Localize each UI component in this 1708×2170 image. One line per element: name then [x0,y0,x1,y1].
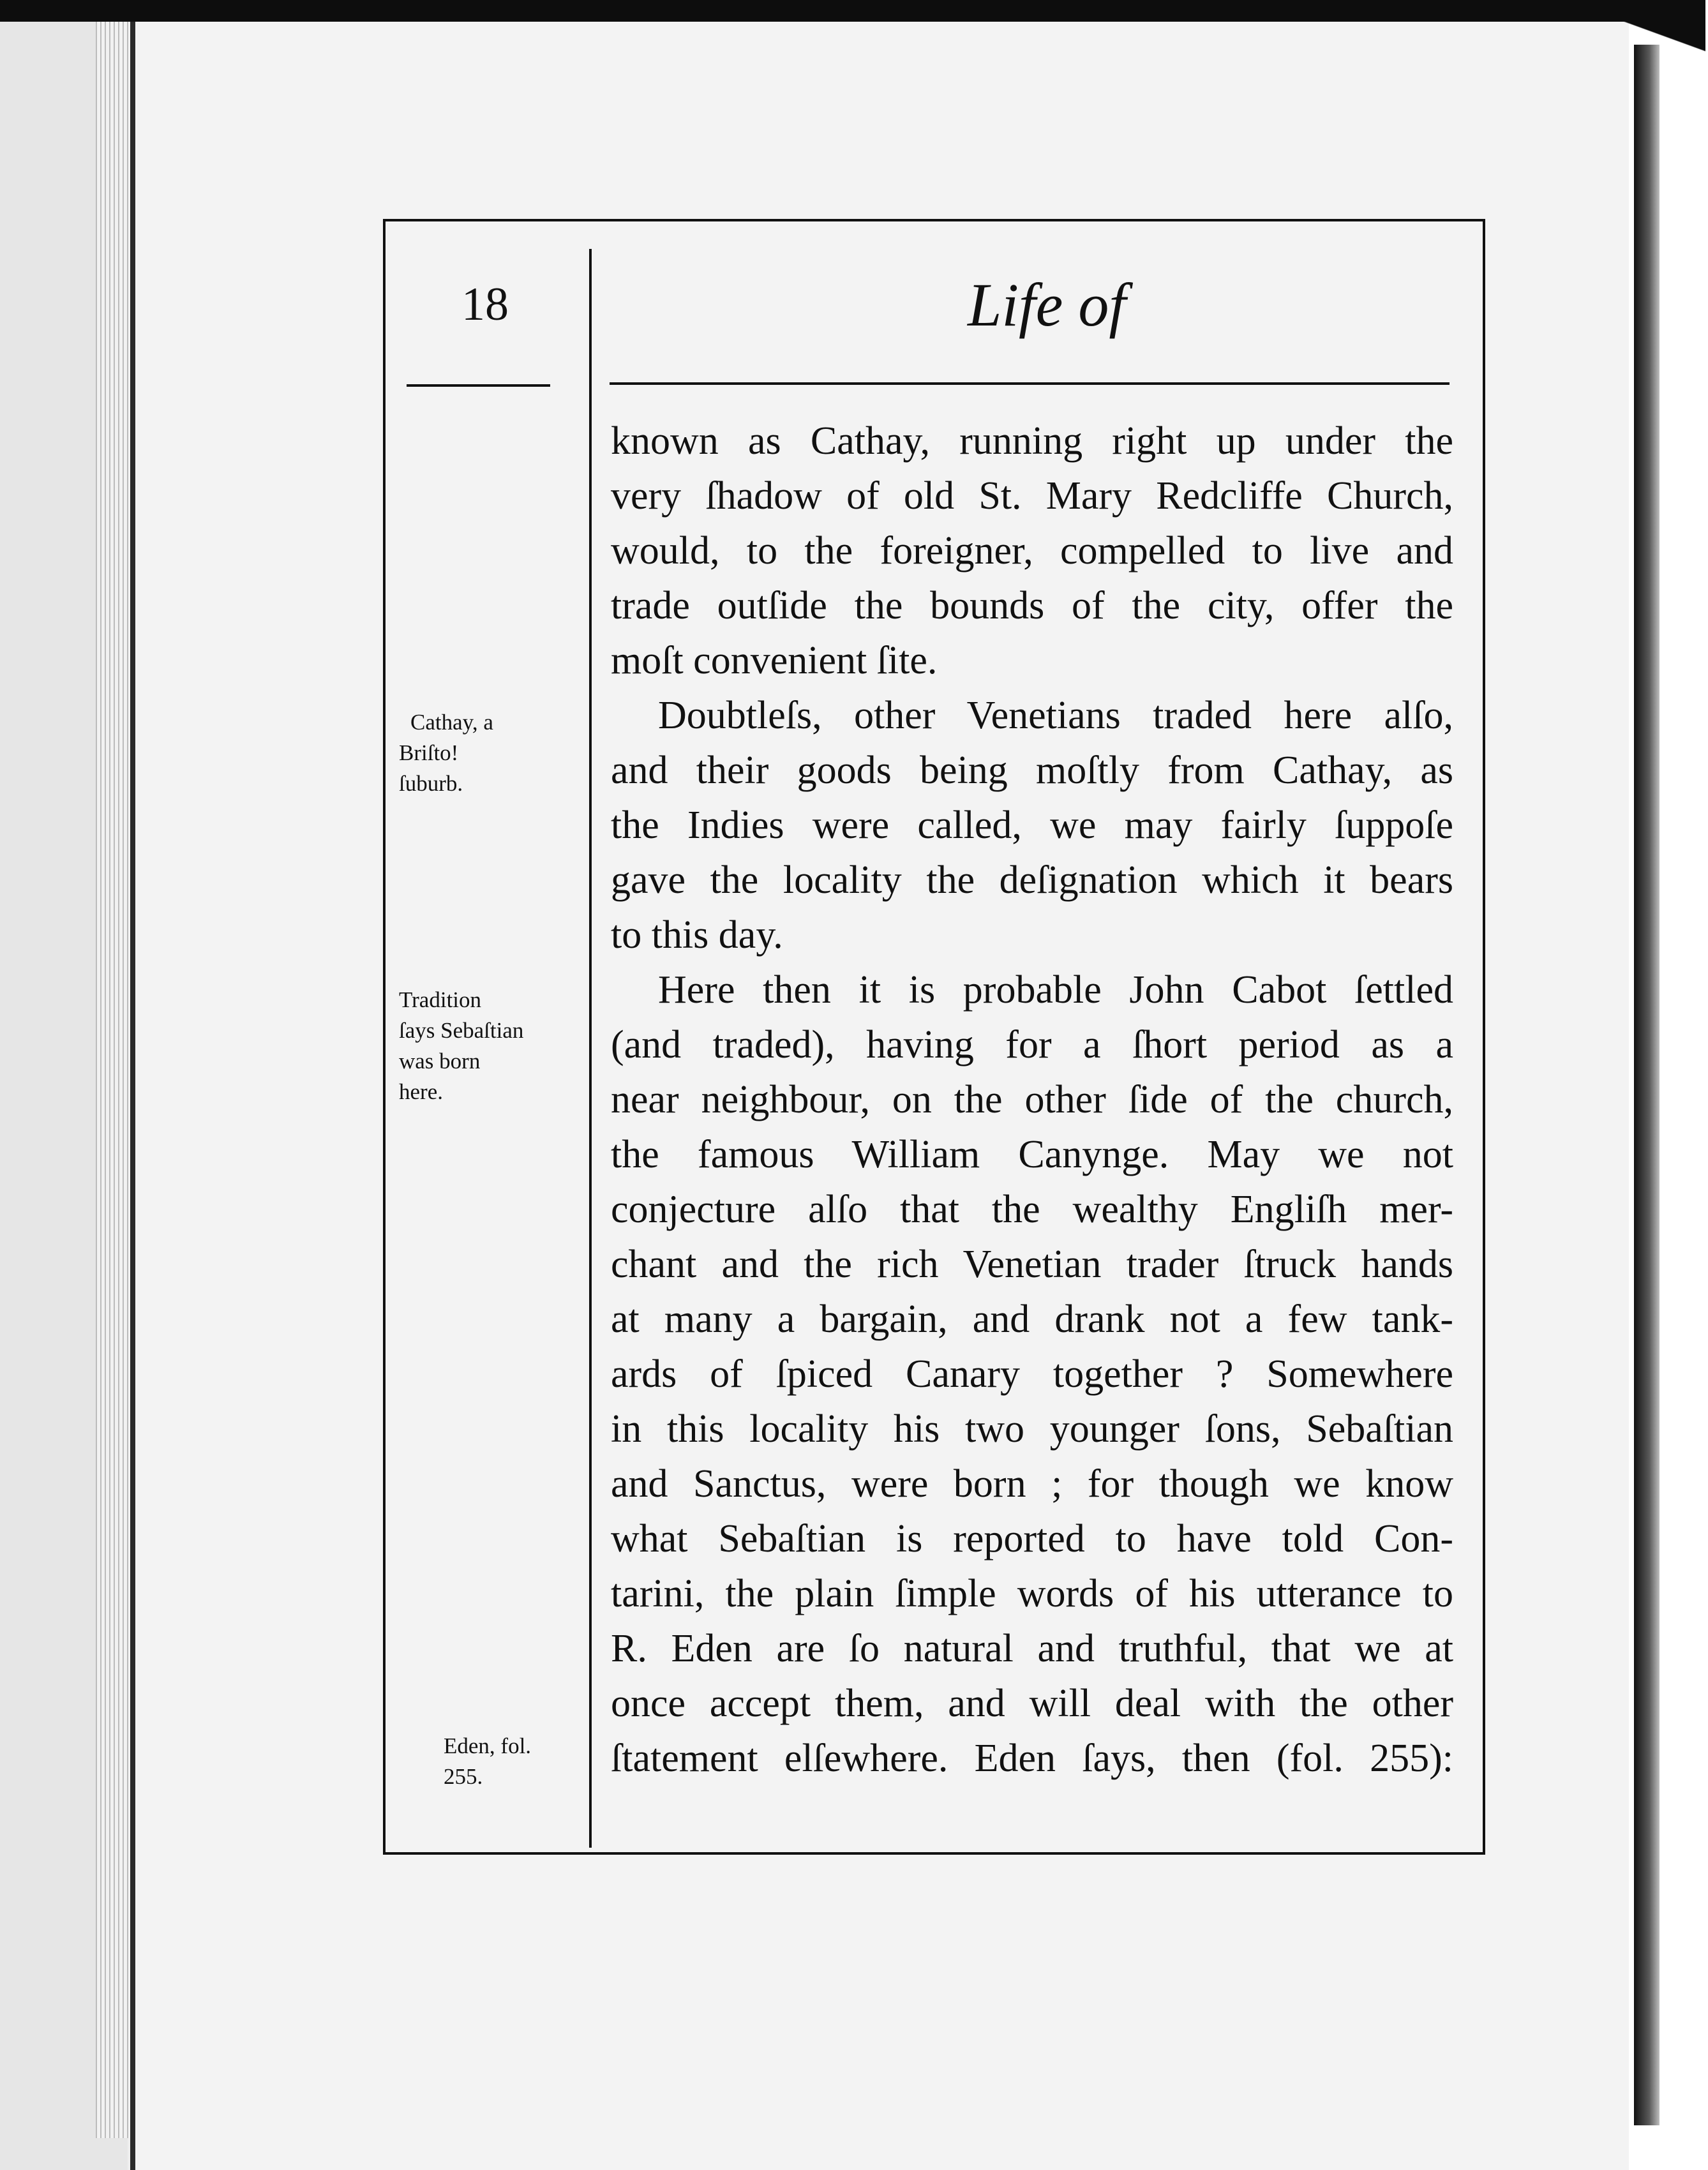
body-line: known as Cathay, running right up under the [611,419,1453,463]
book-spine-edge [130,0,135,2170]
margin-note-eden [399,1731,558,1792]
margin-note-line: Tradition [399,987,482,1012]
margin-note-line: Briſto! [399,740,459,765]
margin-note-line: ſuburb. [399,771,463,796]
body-line: the famous William Canynge. May we not [611,1133,1453,1176]
body-line: would, to the foreigner, compelled to live and [611,529,1453,572]
body-line: once accept them, and will deal with the other [611,1682,1453,1725]
body-line: ſtatement elſewhere. Eden ſays, then (fol. 255): [611,1737,1453,1780]
body-line: at many a bargain, and drank not a few tank- [611,1298,1453,1341]
margin-note-tradition [399,985,558,1107]
body-line: chant and the rich Venetian trader ſtruck hands [611,1243,1453,1286]
margin-note-line: Eden, fol. [444,1733,532,1758]
body-line: Here then it is probable John Cabot ſettled [658,968,1453,1012]
margin-note-line: was born [399,1049,481,1074]
body-line: gave the locality the deſignation which it bears [611,858,1453,902]
running-head: Life of [967,271,1126,339]
header-rule-left [407,384,550,387]
margin-divider-rule [589,249,592,1848]
scan-left-border [0,0,128,2170]
body-line: and Sanctus, were born ; for though we know [611,1462,1453,1506]
header-rule-right [610,382,1450,385]
scan-top-border [0,0,1708,22]
margin-note-cathay [399,707,558,799]
body-line: Doubtleſs, other Venetians traded here alſo, [658,694,1453,737]
margin-note-line: Cathay, a [410,710,493,735]
body-line: trade outſide the bounds of the city, offer the [611,584,1453,627]
body-line: and their goods being moſtly from Cathay, as [611,749,1453,792]
body-line: tarini, the plain ſimple words of his utterance to [611,1572,1453,1615]
page-edge-shadow [1634,45,1659,2125]
body-line: very ſhadow of old St. Mary Redcliffe Church, [611,474,1453,518]
body-line: to this day. [611,913,783,957]
body-line: R. Eden are ſo natural and truthful, that we at [611,1627,1453,1670]
body-text [611,414,1453,1786]
body-line: what Sebaſtian is reported to have told Con- [611,1517,1453,1560]
page-stack-edges [96,13,134,2138]
scan-right-border [1629,0,1708,2170]
body-line: moſt convenient ſite. [611,639,938,682]
body-line: in this locality his two younger ſons, Sebaſtian [611,1407,1453,1451]
margin-note-line: here. [399,1079,443,1104]
body-line: ards of ſpiced Canary together ? Somewhere [611,1352,1453,1396]
page-number: 18 [461,278,509,331]
body-line: conjecture alſo that the wealthy Engliſh mer- [611,1188,1453,1231]
body-line: near neighbour, on the other ſide of the church, [611,1078,1453,1121]
body-line: the Indies were called, we may fairly ſuppoſe [611,804,1453,847]
margin-note-line: ſays Sebaſtian [399,1018,524,1043]
margin-note-line: 255. [444,1764,483,1789]
body-line: (and traded), having for a ſhort period as a [611,1023,1453,1066]
scan-corner [1610,0,1705,57]
